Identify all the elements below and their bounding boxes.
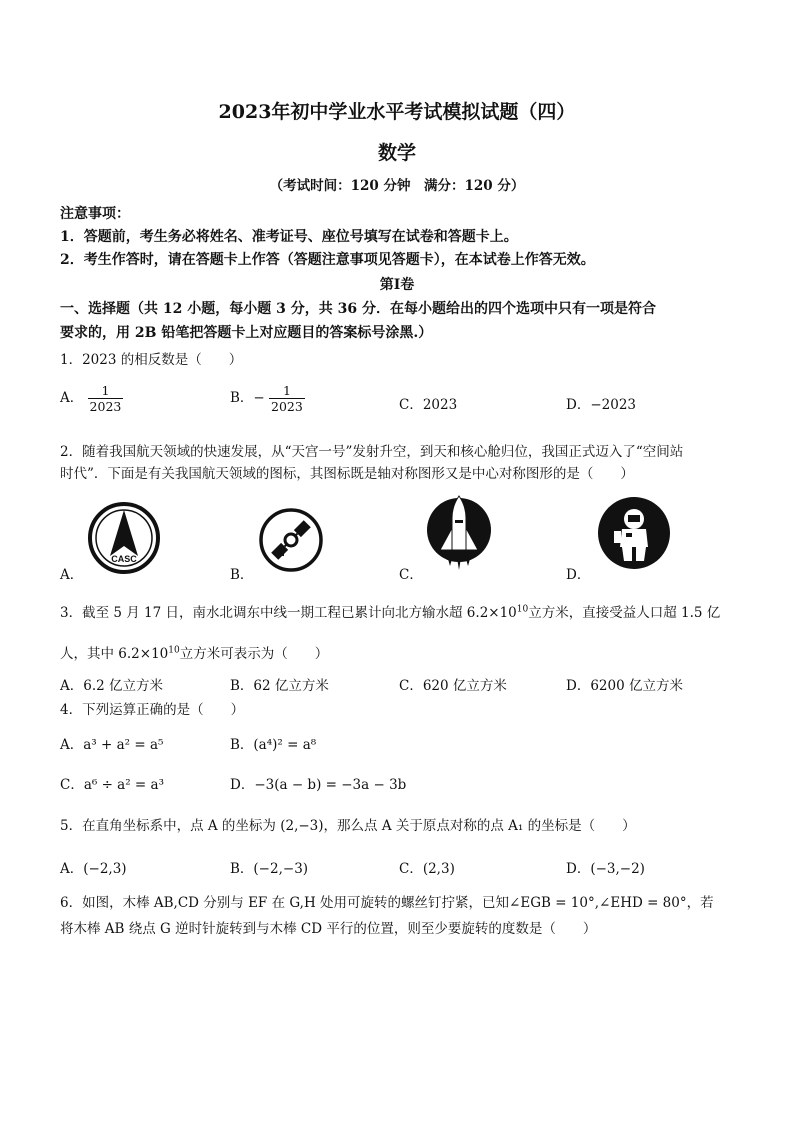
q3-option-b: B．62 亿立方米 [230, 678, 329, 694]
q3-line-1 [60, 601, 720, 621]
astronaut-icon [596, 495, 672, 571]
q1-b-den: 2023 [271, 399, 303, 414]
exam-title: 2023年初中学业水平考试模拟试题（四） [218, 101, 576, 123]
casc-logo-text: CASC [111, 554, 137, 564]
q6-line-2: 将木棒 AB 绕点 G 逆时针旋转到与木棒 CD 平行的位置，则至少要旋转的度数是（ ） [60, 921, 597, 937]
q1-a-num: 1 [101, 383, 110, 398]
q2-line-1: 2．随着我国航天领域的快速发展，从“天宫一号”发射升空，到天和核心舱归位，我国正式迈入了“空间站 [60, 444, 684, 460]
q4-stem: 4．下列运算正确的是（ ） [60, 702, 245, 718]
volume-label: 第Ⅰ卷 [379, 277, 415, 293]
q3-line-2-text-end: 立方米可表示为（ ） [179, 646, 329, 662]
q4-option-d: D．−3(a − b) = −3a − 3b [230, 777, 407, 793]
q1-b-fraction [269, 383, 305, 414]
space-shuttle-icon [424, 492, 494, 576]
q1-option-d: D．−2023 [566, 397, 636, 413]
q3-line-1-text: 3．截至 5 月 17 日，南水北调东中线一期工程已累计向北方输水超 6.2×10 [60, 605, 517, 621]
q2-option-a: A． [60, 567, 84, 583]
q2-option-c: C． [399, 567, 423, 583]
q1-a-fraction [88, 383, 124, 414]
q5-option-b: B．(−2,−3) [230, 861, 309, 877]
q3-line-1-text-end: 立方米，直接受益人口超 1.5 亿 [528, 605, 721, 621]
q3-line-2-text: 人，其中 6.2×10 [60, 646, 169, 662]
q2-line-2: 时代”．下面是有关我国航天领域的图标，其图标既是轴对称图形又是中心对称图形的是（ ） [60, 466, 634, 482]
q4-option-c: C．a⁶ ÷ a² = a³ [60, 777, 164, 793]
q5-option-a: A．(−2,3) [60, 861, 127, 877]
q3-line-2 [60, 642, 328, 662]
q1-b-sign: − [253, 390, 265, 406]
q3-option-c: C．620 亿立方米 [399, 678, 507, 694]
q2-option-d: D． [566, 567, 591, 583]
notes-heading: 注意事项： [60, 206, 130, 222]
q1-option-a [60, 383, 123, 414]
notes-item-1: 1．答题前，考生务必将姓名、准考证号、座位号填写在试卷和答题卡上。 [60, 229, 518, 245]
q3-option-a: A．6.2 亿立方米 [60, 678, 164, 694]
q3-option-d: D．6200 亿立方米 [566, 678, 683, 694]
q3-exponent-2: 10 [168, 645, 180, 656]
q3-exponent-1: 10 [516, 604, 529, 615]
q1-stem: 1．2023 的相反数是（ ） [60, 352, 243, 368]
q6-line-1: 6．如图，木棒 AB,CD 分别与 EF 在 G,H 处用可旋转的螺丝钉拧紧，已知∠EGB = 10°,∠EHD = 80°，若 [60, 895, 714, 911]
q4-option-a: A．a³ + a² = a⁵ [60, 737, 164, 753]
q4-option-b: B．(a⁴)² = a⁸ [230, 737, 317, 753]
q1-a-label: A． [60, 390, 84, 406]
q1-option-c: C．2023 [399, 397, 458, 413]
q1-b-label: B． [230, 390, 254, 406]
satellite-icon [258, 507, 324, 573]
q5-option-d: D．(−3,−2) [566, 861, 645, 877]
q1-a-den: 2023 [89, 399, 122, 414]
section-instructions-2: 要求的，用 2B 铅笔把答题卡上对应题目的答案标号涂黑.） [60, 325, 433, 341]
time-info: （考试时间：120 分钟 满分：120 分） [269, 178, 525, 194]
casc-logo-icon [88, 502, 160, 574]
q5-option-c: C．(2,3) [399, 861, 455, 877]
q1-b-num: 1 [282, 383, 291, 398]
q1-option-b [230, 383, 305, 414]
notes-item-2: 2．考生作答时，请在答题卡上作答（答题注意事项见答题卡），在本试卷上作答无效。 [60, 252, 595, 268]
q2-option-b: B． [230, 567, 254, 583]
subject-title: 数学 [377, 142, 416, 164]
section-instructions-1: 一、选择题（共 12 小题，每小题 3 分，共 36 分．在每小题给出的四个选项中只有一项是符合 [60, 301, 656, 317]
q5-stem: 5．在直角坐标系中，点 A 的坐标为 (2,−3)，那么点 A 关于原点对称的点 A₁ 的坐标是（ ） [60, 818, 636, 834]
